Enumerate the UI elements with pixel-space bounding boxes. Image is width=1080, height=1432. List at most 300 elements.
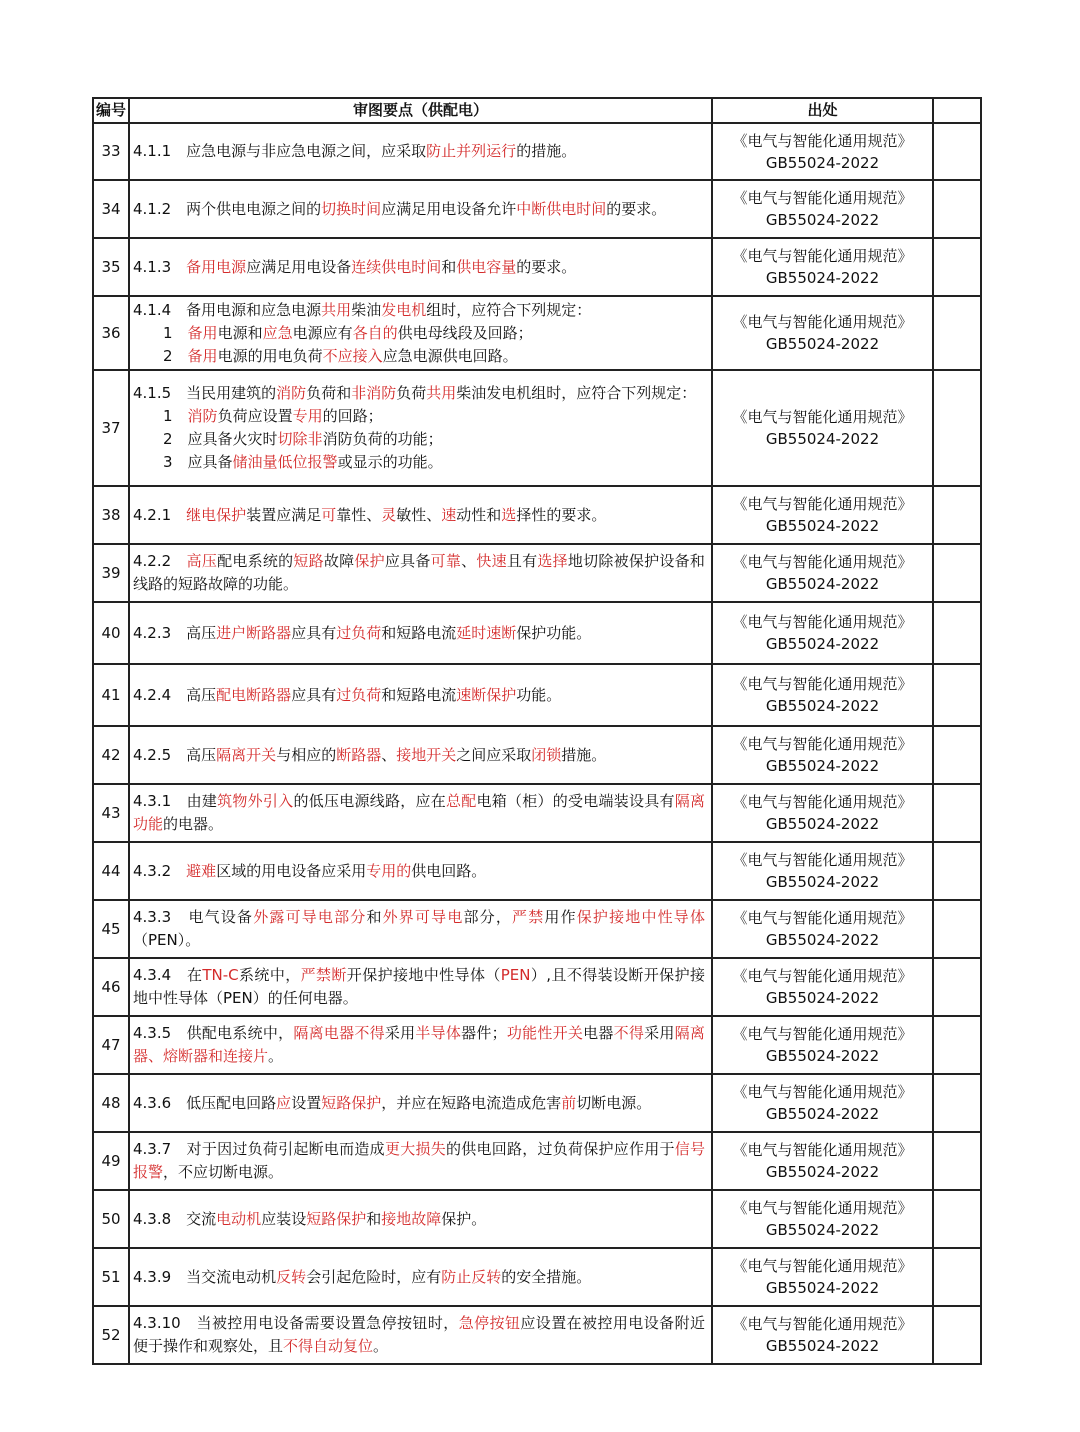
source-code: GB55024-2022 xyxy=(765,335,880,353)
clause-segment: 3 应具备 xyxy=(163,453,233,471)
clause-segment: 电源和 xyxy=(217,323,263,342)
clause-segment: 4.3.8 交流 xyxy=(133,1209,217,1228)
source-reference xyxy=(712,958,933,1016)
clause-text xyxy=(133,1312,705,1358)
clause-segment: 的要求。 xyxy=(606,199,667,218)
review-point xyxy=(129,602,712,664)
table-row xyxy=(93,1016,981,1074)
highlighted-term: 专用 xyxy=(292,407,323,425)
highlighted-term: 共用 xyxy=(426,384,457,402)
empty-cell xyxy=(933,296,981,370)
row-number: 51 xyxy=(93,1248,129,1306)
row-number: 44 xyxy=(93,842,129,900)
highlighted-term: 严禁断 xyxy=(300,966,347,984)
clause-text xyxy=(133,382,705,405)
clause-text xyxy=(133,622,705,645)
source-code: GB55024-2022 xyxy=(765,211,880,229)
source-title: 《电气与智能化通用规范》 xyxy=(732,189,913,207)
empty-cell xyxy=(933,1190,981,1248)
clause-segment: 故障 xyxy=(323,552,355,570)
highlighted-term: 反转 xyxy=(276,1267,307,1286)
highlighted-term: 各自的 xyxy=(352,323,398,342)
highlighted-term: 备用 xyxy=(187,323,218,342)
source-code: GB55024-2022 xyxy=(765,931,880,949)
clause-text xyxy=(133,1022,705,1068)
source-reference xyxy=(712,238,933,296)
header-source: 出处 xyxy=(712,98,933,123)
highlighted-term: 配电断路器 xyxy=(216,685,292,704)
review-point xyxy=(129,238,712,296)
table-row xyxy=(93,900,981,958)
source-title: 《电气与智能化通用规范》 xyxy=(732,1025,913,1043)
source-code: GB55024-2022 xyxy=(765,1279,880,1297)
clause-segment: 电源应有 xyxy=(292,323,353,342)
clause-segment: 、 xyxy=(461,552,477,570)
clause-segment: 4.1.3 xyxy=(133,257,187,276)
row-number: 45 xyxy=(93,900,129,958)
review-point xyxy=(129,370,712,486)
clause-segment: 供电母线段及回路； xyxy=(397,323,533,342)
source-code: GB55024-2022 xyxy=(765,430,880,448)
clause-segment: 4.2.5 高压 xyxy=(133,745,217,764)
highlighted-term: 接地故障 xyxy=(381,1209,442,1228)
row-number: 46 xyxy=(93,958,129,1016)
review-point xyxy=(129,544,712,602)
clause-segment: 应设置在被控用电设备附近便于操作和观察处，且 xyxy=(133,1314,705,1355)
highlighted-term: 不应接入 xyxy=(322,346,383,365)
table-row xyxy=(93,958,981,1016)
source-reference xyxy=(712,1016,933,1074)
source-code: GB55024-2022 xyxy=(765,757,880,775)
clause-segment: 会引起危险时，应有 xyxy=(306,1267,442,1286)
table-row xyxy=(93,784,981,842)
highlighted-term: 速断保护 xyxy=(456,685,517,704)
clause-segment: ）,且不得装设断开保护接地中性导体（PEN）的任何电器。 xyxy=(133,966,705,1007)
empty-cell xyxy=(933,842,981,900)
row-number: 36 xyxy=(93,296,129,370)
clause-segment: 功能。 xyxy=(516,685,562,704)
highlighted-term: 进户断路器 xyxy=(216,623,292,642)
clause-segment: 2 xyxy=(163,346,188,365)
review-point xyxy=(129,664,712,726)
source-reference xyxy=(712,180,933,238)
empty-cell xyxy=(933,486,981,544)
source-reference xyxy=(712,544,933,602)
header-content: 审图要点（供配电） xyxy=(129,98,712,123)
source-reference xyxy=(712,123,933,180)
clause-segment: 配电系统的 xyxy=(217,552,294,570)
clause-segment: 应具有 xyxy=(291,685,337,704)
highlighted-term: 筑物外引入 xyxy=(217,792,294,810)
clause-segment: 2 应具备火灾时 xyxy=(163,430,278,448)
sub-clause xyxy=(133,322,705,345)
source-title: 《电气与智能化通用规范》 xyxy=(732,131,913,150)
clause-text xyxy=(133,550,705,596)
source-title: 《电气与智能化通用规范》 xyxy=(732,1257,913,1275)
source-code: GB55024-2022 xyxy=(765,873,880,891)
highlighted-term: 保护接地中性导体 xyxy=(576,908,705,926)
source-title: 《电气与智能化通用规范》 xyxy=(732,1315,913,1333)
source-reference xyxy=(712,602,933,664)
highlighted-term: 储油量低位报警 xyxy=(232,453,338,471)
clause-segment: 系统中， xyxy=(238,966,301,984)
review-point xyxy=(129,784,712,842)
clause-segment: 区域的用电设备应采用 xyxy=(216,861,367,880)
review-point xyxy=(129,1190,712,1248)
clause-segment: 4.3.2 xyxy=(133,861,187,880)
source-title: 《电气与智能化通用规范》 xyxy=(732,495,913,513)
clause-text xyxy=(133,790,705,836)
row-number: 42 xyxy=(93,726,129,784)
highlighted-term: 共用 xyxy=(321,300,352,319)
clause-segment: 电箱（柜）的受电端装设具有 xyxy=(476,792,675,810)
clause-segment: 的供电回路，过负荷保护应作用于 xyxy=(445,1140,675,1158)
clause-segment: 消防负荷的功能； xyxy=(322,430,443,448)
clause-segment: 供电回路。 xyxy=(411,861,487,880)
source-code: GB55024-2022 xyxy=(765,989,880,1007)
highlighted-term: 切除非 xyxy=(277,430,323,448)
clause-segment: 的低压电源线路，应在 xyxy=(293,792,446,810)
clause-segment: 应具有 xyxy=(291,623,337,642)
highlighted-term: 保护 xyxy=(354,552,385,570)
table-body xyxy=(93,123,981,1364)
table-row xyxy=(93,180,981,238)
clause-segment: 4.2.3 高压 xyxy=(133,623,217,642)
source-code: GB55024-2022 xyxy=(765,1163,880,1181)
clause-segment: 组时，应符合下列规定： xyxy=(426,300,592,319)
clause-segment: 柴油发电机组时，应符合下列规定： xyxy=(456,384,697,402)
clause-segment: 采用 xyxy=(644,1024,675,1042)
clause-segment: 4.3.7 对于因过负荷引起断电而造成 xyxy=(133,1140,385,1158)
highlighted-term: 避难 xyxy=(186,861,217,880)
clause-segment: 4.3.4 在 xyxy=(133,966,203,984)
clause-segment: 装置应满足 xyxy=(246,505,322,524)
highlighted-term: 消防 xyxy=(187,407,218,425)
table-row xyxy=(93,602,981,664)
clause-segment: 器件； xyxy=(461,1024,507,1042)
clause-segment: 和短路电流 xyxy=(381,623,457,642)
clause-segment: 靠性、 xyxy=(336,505,382,524)
highlighted-term: 应急 xyxy=(262,323,293,342)
clause-segment: 的电器。 xyxy=(163,815,224,833)
highlighted-term: 防止反转 xyxy=(441,1267,502,1286)
clause-segment: 电源的用电负荷 xyxy=(217,346,323,365)
table-row xyxy=(93,1306,981,1364)
clause-segment: 保护功能。 xyxy=(516,623,592,642)
highlighted-term: 严禁 xyxy=(512,908,545,926)
highlighted-term: 备用电源 xyxy=(186,257,247,276)
clause-segment: 应满足用电设备允许 xyxy=(381,199,517,218)
source-reference xyxy=(712,486,933,544)
highlighted-term: 短路 xyxy=(293,552,324,570)
clause-text xyxy=(133,504,705,527)
highlighted-term: 短路保护 xyxy=(321,1093,382,1112)
spec-review-table-page xyxy=(92,97,982,1365)
empty-cell xyxy=(933,544,981,602)
clause-segment: 4.3.9 当交流电动机 xyxy=(133,1267,277,1286)
highlighted-term: 切换时间 xyxy=(321,199,382,218)
review-point xyxy=(129,180,712,238)
highlighted-term: 功能性开关 xyxy=(506,1024,584,1042)
table-row xyxy=(93,123,981,180)
clause-segment: 4.2.1 xyxy=(133,505,187,524)
source-title: 《电气与智能化通用规范》 xyxy=(732,1199,913,1217)
clause-segment: 负荷应设置 xyxy=(217,407,293,425)
clause-segment: 。 xyxy=(268,1047,284,1065)
source-code: GB55024-2022 xyxy=(765,1221,880,1239)
highlighted-term: 灵 xyxy=(381,505,397,524)
review-point xyxy=(129,486,712,544)
clause-segment: 设置 xyxy=(291,1093,322,1112)
empty-cell xyxy=(933,1074,981,1132)
clause-text xyxy=(133,1138,705,1184)
source-title: 《电气与智能化通用规范》 xyxy=(732,1141,913,1159)
source-title: 《电气与智能化通用规范》 xyxy=(732,909,913,927)
source-reference xyxy=(712,1306,933,1364)
table-row xyxy=(93,1190,981,1248)
source-code: GB55024-2022 xyxy=(765,153,880,172)
row-number: 39 xyxy=(93,544,129,602)
source-title: 《电气与智能化通用规范》 xyxy=(732,247,913,265)
clause-segment: 1 xyxy=(163,323,188,342)
clause-segment: 4.1.4 备用电源和应急电源 xyxy=(133,300,322,319)
source-reference xyxy=(712,1132,933,1190)
row-number: 35 xyxy=(93,238,129,296)
row-number: 48 xyxy=(93,1074,129,1132)
highlighted-term: 防止并列运行 xyxy=(426,142,517,160)
review-point xyxy=(129,900,712,958)
source-code: GB55024-2022 xyxy=(765,635,880,653)
highlighted-term: 选 xyxy=(501,505,517,524)
review-point xyxy=(129,296,712,370)
highlighted-term: 可靠 xyxy=(430,552,462,570)
clause-segment: 且有 xyxy=(506,552,538,570)
clause-text xyxy=(133,299,705,322)
clause-segment: 4.3.1 由建 xyxy=(133,792,218,810)
highlighted-term: 总配 xyxy=(445,792,477,810)
review-point xyxy=(129,726,712,784)
source-title: 《电气与智能化通用规范》 xyxy=(732,675,913,693)
clause-segment: 4.2.2 xyxy=(133,552,187,570)
clause-segment: 4.3.5 供配电系统中， xyxy=(133,1024,294,1042)
highlighted-term: 可 xyxy=(321,505,337,524)
source-title: 《电气与智能化通用规范》 xyxy=(732,967,913,985)
clause-segment: 开保护接地中性导体（ xyxy=(346,966,501,984)
clause-segment: 采用 xyxy=(384,1024,416,1042)
table-row xyxy=(93,544,981,602)
row-number: 52 xyxy=(93,1306,129,1364)
clause-text xyxy=(133,906,705,952)
highlighted-term: 专用的 xyxy=(366,861,412,880)
clause-text xyxy=(133,860,705,883)
source-title: 《电气与智能化通用规范》 xyxy=(732,735,913,753)
empty-cell xyxy=(933,1306,981,1364)
clause-segment: 4.2.4 高压 xyxy=(133,685,217,704)
header-extra xyxy=(933,98,981,123)
highlighted-term: 过负荷 xyxy=(336,623,382,642)
clause-segment: 应具备 xyxy=(384,552,431,570)
highlighted-term: 更大损失 xyxy=(384,1140,446,1158)
source-title: 《电气与智能化通用规范》 xyxy=(732,408,913,426)
clause-segment: 之间应采取 xyxy=(456,745,532,764)
clause-text xyxy=(133,744,705,767)
header-num: 编号 xyxy=(93,98,129,123)
highlighted-term: 不得自动复位 xyxy=(283,1337,374,1355)
clause-segment: 地切除被保护设备和线路的短路故障的功能。 xyxy=(133,552,705,593)
highlighted-term: 隔离功能 xyxy=(133,792,705,833)
review-point xyxy=(129,123,712,180)
review-point xyxy=(129,1016,712,1074)
empty-cell xyxy=(933,370,981,486)
sub-clause xyxy=(133,405,705,428)
source-reference xyxy=(712,296,933,370)
clause-segment: 应急电源供电回路。 xyxy=(382,346,518,365)
clause-segment: 切断电源。 xyxy=(576,1093,652,1112)
empty-cell xyxy=(933,123,981,180)
clause-segment: 和短路电流 xyxy=(381,685,457,704)
clause-text xyxy=(133,198,705,221)
highlighted-term: 隔离器、熔断器和连接片 xyxy=(133,1024,705,1065)
empty-cell xyxy=(933,1248,981,1306)
highlighted-term: 应 xyxy=(276,1093,292,1112)
highlighted-term: 半导体 xyxy=(415,1024,462,1042)
row-number: 41 xyxy=(93,664,129,726)
clause-segment: 负荷 xyxy=(396,384,427,402)
highlighted-term: 外界可导电 xyxy=(382,908,464,926)
clause-segment: 择性的要求。 xyxy=(516,505,607,524)
highlighted-term: TN-C xyxy=(202,966,239,984)
source-reference xyxy=(712,1190,933,1248)
highlighted-term: 接地开关 xyxy=(396,745,457,764)
clause-text xyxy=(133,1092,705,1115)
row-number: 47 xyxy=(93,1016,129,1074)
source-reference xyxy=(712,1248,933,1306)
clause-text xyxy=(133,1266,705,1289)
empty-cell xyxy=(933,664,981,726)
clause-segment: 与相应的 xyxy=(276,745,337,764)
clause-segment: （PEN）。 xyxy=(133,931,201,949)
source-code: GB55024-2022 xyxy=(765,1047,880,1065)
highlighted-term: 闭锁 xyxy=(531,745,562,764)
clause-segment: 用作 xyxy=(544,908,577,926)
row-number: 50 xyxy=(93,1190,129,1248)
highlighted-term: 供电容量 xyxy=(456,257,517,276)
review-point xyxy=(129,1074,712,1132)
highlighted-term: 中断供电时间 xyxy=(516,199,607,218)
clause-segment: 的安全措施。 xyxy=(501,1267,592,1286)
table-row xyxy=(93,1074,981,1132)
source-code: GB55024-2022 xyxy=(765,697,880,715)
sub-clause xyxy=(133,428,705,451)
table-row xyxy=(93,486,981,544)
table-row xyxy=(93,842,981,900)
clause-segment: 1 xyxy=(163,407,188,425)
clause-segment: 的要求。 xyxy=(516,257,577,276)
clause-segment: 4.3.10 当被控用电设备需要设置急停按钮时， xyxy=(133,1314,459,1332)
source-reference xyxy=(712,726,933,784)
clause-segment: 4.1.5 当民用建筑的 xyxy=(133,384,277,402)
row-number: 49 xyxy=(93,1132,129,1190)
highlighted-term: 连续供电时间 xyxy=(351,257,442,276)
source-reference xyxy=(712,664,933,726)
clause-segment: 和 xyxy=(441,257,457,276)
highlighted-term: 选择 xyxy=(537,552,568,570)
source-reference xyxy=(712,842,933,900)
table-row xyxy=(93,726,981,784)
clause-text xyxy=(133,964,705,1010)
highlighted-term: 发电机 xyxy=(381,300,427,319)
clause-segment: 措施。 xyxy=(561,745,607,764)
clause-segment: 。 xyxy=(373,1337,389,1355)
row-number: 37 xyxy=(93,370,129,486)
row-number: 38 xyxy=(93,486,129,544)
clause-segment: 部分， xyxy=(463,908,513,926)
empty-cell xyxy=(933,1132,981,1190)
table-header-row xyxy=(93,98,981,123)
clause-segment: 的回路； xyxy=(322,407,383,425)
sub-clause xyxy=(133,451,705,474)
clause-segment: 保护。 xyxy=(441,1209,487,1228)
empty-cell xyxy=(933,726,981,784)
review-point xyxy=(129,1248,712,1306)
clause-segment: 应满足用电设备 xyxy=(246,257,352,276)
highlighted-term: 继电保护 xyxy=(186,505,247,524)
highlighted-term: 备用 xyxy=(187,346,218,365)
highlighted-term: 短路保护 xyxy=(306,1209,367,1228)
clause-text xyxy=(133,256,705,279)
review-point xyxy=(129,958,712,1016)
table-row xyxy=(93,238,981,296)
table-row xyxy=(93,296,981,370)
empty-cell xyxy=(933,900,981,958)
highlighted-term: 高压 xyxy=(186,552,218,570)
clause-segment: ，并应在短路电流造成危害 xyxy=(381,1093,562,1112)
highlighted-term: 外露可导电部分 xyxy=(253,908,367,926)
clause-segment: 敏性、 xyxy=(396,505,442,524)
highlighted-term: PEN xyxy=(500,966,531,984)
clause-segment: 4.3.3 电气设备 xyxy=(133,908,254,926)
highlighted-term: 快速 xyxy=(476,552,507,570)
table-row xyxy=(93,370,981,486)
review-point xyxy=(129,1306,712,1364)
row-number: 43 xyxy=(93,784,129,842)
highlighted-term: 隔离电器不得 xyxy=(293,1024,385,1042)
source-title: 《电气与智能化通用规范》 xyxy=(732,553,913,571)
source-code: GB55024-2022 xyxy=(765,815,880,833)
highlighted-term: 非消防 xyxy=(351,384,397,402)
highlighted-term: 急停按钮 xyxy=(458,1314,521,1332)
clause-segment: 电器 xyxy=(583,1024,614,1042)
clause-segment: ，不应切断电源。 xyxy=(163,1163,284,1181)
clause-segment: 、 xyxy=(381,745,397,764)
review-point xyxy=(129,1132,712,1190)
review-table xyxy=(92,97,982,1365)
highlighted-term: 电动机 xyxy=(216,1209,262,1228)
row-number: 34 xyxy=(93,180,129,238)
clause-segment: 应装设 xyxy=(261,1209,307,1228)
table-row xyxy=(93,1248,981,1306)
source-reference xyxy=(712,370,933,486)
highlighted-term: 延时速断 xyxy=(456,623,517,642)
row-number: 40 xyxy=(93,602,129,664)
clause-segment: 和 xyxy=(366,1209,382,1228)
clause-text xyxy=(133,140,705,163)
source-title: 《电气与智能化通用规范》 xyxy=(732,851,913,869)
source-code: GB55024-2022 xyxy=(765,1337,880,1355)
clause-segment: 4.3.6 低压配电回路 xyxy=(133,1093,277,1112)
source-title: 《电气与智能化通用规范》 xyxy=(732,613,913,631)
clause-text xyxy=(133,684,705,707)
